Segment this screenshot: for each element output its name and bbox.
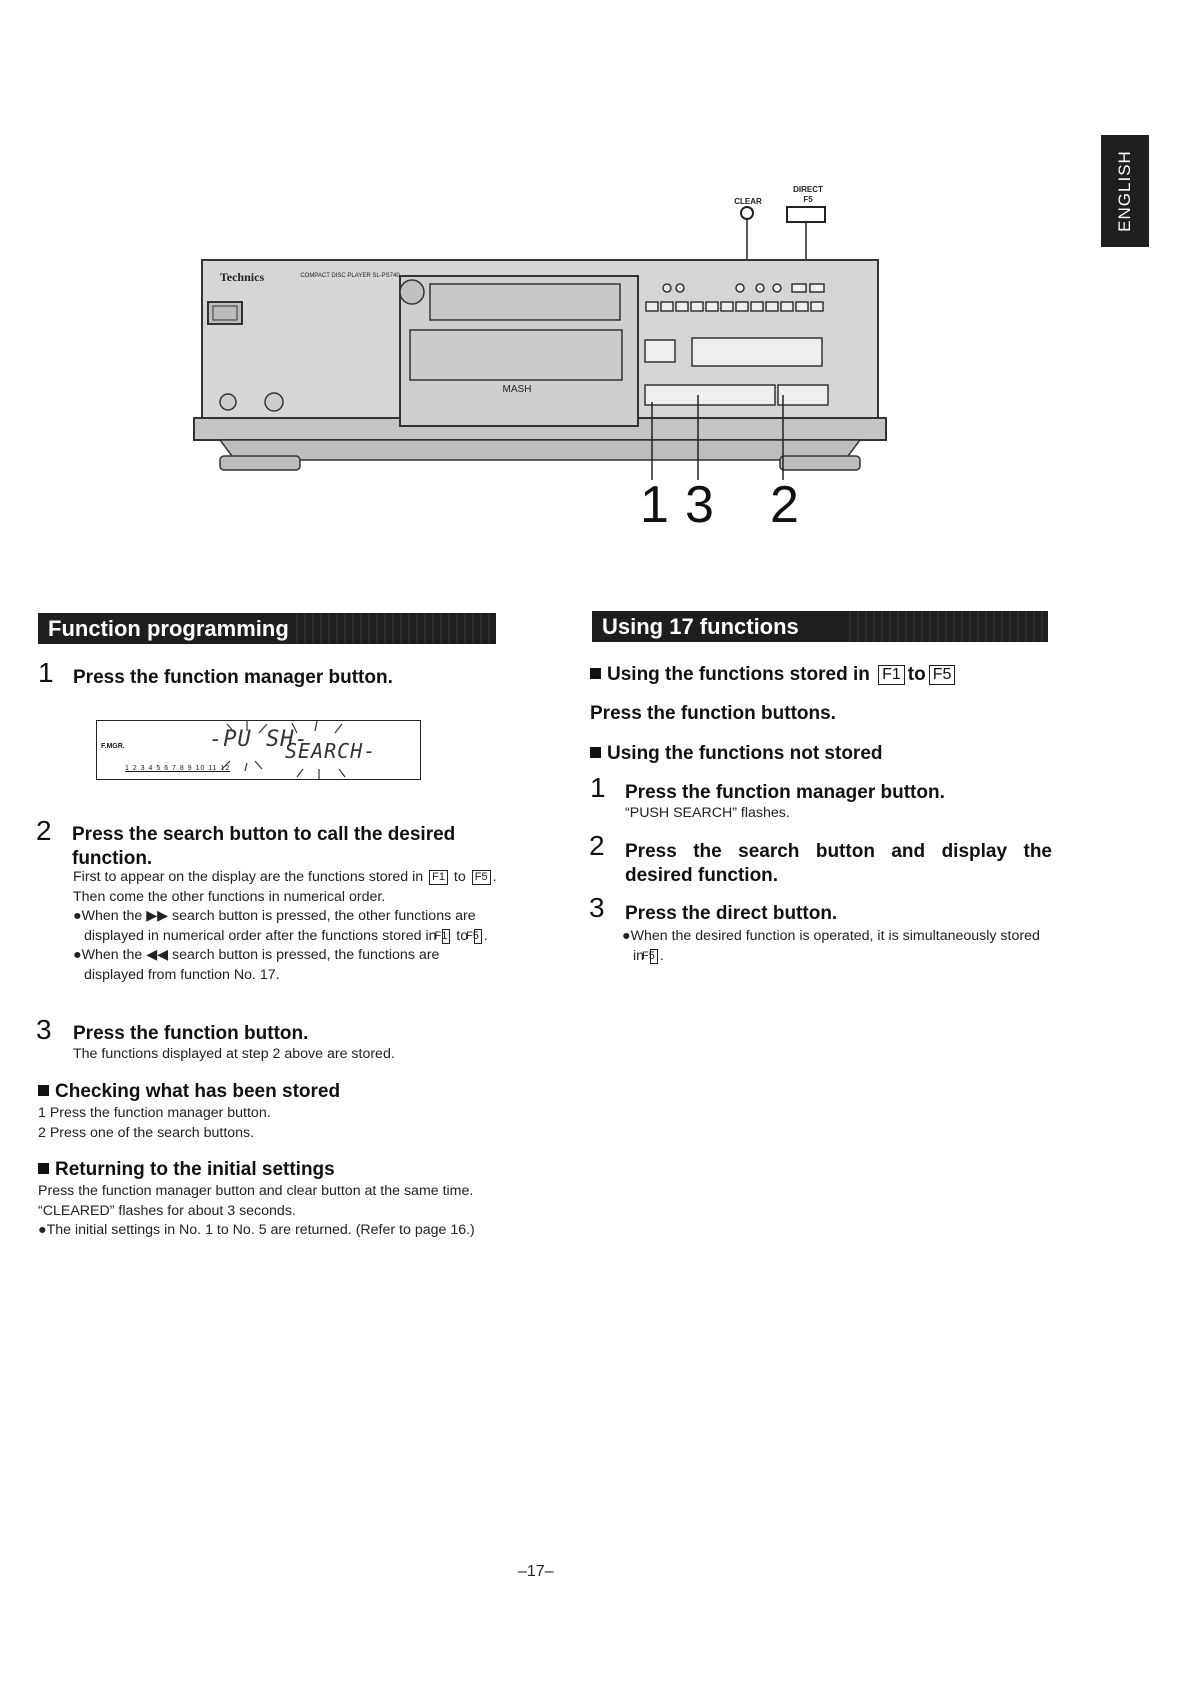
- square-bullet-icon: [38, 1163, 49, 1174]
- lcd-display-illustration: [96, 720, 421, 780]
- model-text: COMPACT DISC PLAYER SL-PS740: [300, 273, 400, 279]
- stored-to: to: [907, 664, 926, 685]
- function-programming-title: Function programming: [48, 616, 289, 641]
- step2-to: to: [456, 927, 469, 944]
- page-number: –17–: [518, 1563, 554, 1580]
- left-step3-title: Press the function button.: [73, 1023, 309, 1044]
- left-step2-title: Press the search button to call the desired function.: [72, 824, 456, 869]
- right-step3-title: Press the direct button.: [625, 903, 838, 924]
- step2-to: to: [453, 869, 466, 885]
- callout-2: 2: [770, 476, 799, 534]
- right-step2-title: Press the search button and display the desired function.: [625, 841, 1052, 886]
- stored-instruction: Press the function buttons.: [590, 703, 836, 724]
- f5-label: F5: [803, 195, 813, 204]
- clear-label: CLEAR: [734, 197, 762, 206]
- not-stored-heading: [590, 742, 1050, 766]
- right-step2-number: 2: [589, 830, 605, 861]
- left-step2-number: 2: [36, 815, 52, 846]
- callout-3: 3: [685, 476, 714, 534]
- stored-title: Using the functions stored in: [607, 664, 870, 685]
- returning-body: [38, 1182, 500, 1241]
- stored-heading: [590, 663, 1050, 687]
- step2-bullet2: ●When the ◀◀ search button is pressed, the functions are displayed from function No. 17.: [73, 947, 440, 983]
- checking-body: [38, 1104, 498, 1143]
- square-bullet-icon: [590, 747, 601, 758]
- key-f5: F5: [929, 665, 956, 685]
- clear-button-callout: [741, 207, 753, 219]
- returning-text: Press the function manager button and clear button at the same time. “CLEARED” flashes for about 3 seconds.: [38, 1183, 474, 1219]
- step2-bullet1: ●When the ▶▶ search button is pressed, the other functions are displayed in numerical order after the functions stored in: [73, 908, 476, 944]
- lcd-push-text: -PU SH-: [209, 727, 309, 752]
- callout-1: 1: [640, 476, 669, 534]
- left-step2-body: First to appear on the display are the functions stored in F1 to F5 . Then come the other functions in numerical order. ●When the ▶▶ search button is pressed, the other functions are displayed in numerical order after the functions stored in F1 to F5 . ●When the ◀◀ search button is pressed, the functions are displayed from function No. 17.: [73, 868, 500, 985]
- right-step1-title: Press the function manager button.: [625, 782, 945, 803]
- key-f1: F1: [442, 929, 450, 944]
- returning-heading: [38, 1158, 498, 1182]
- checking-heading: [38, 1080, 498, 1104]
- key-f1: F1: [429, 870, 448, 885]
- returning-title: Returning to the initial settings: [55, 1159, 335, 1180]
- square-bullet-icon: [590, 668, 601, 679]
- key-f5: F5: [650, 949, 658, 964]
- step2-body-b: . Then come the other functions in numerical order.: [73, 869, 497, 905]
- step3-bullet: ●When the desired function is operated, it is simultaneously stored in: [622, 928, 1040, 964]
- language-tab-label: ENGLISH: [1115, 150, 1134, 232]
- language-tab: [1101, 135, 1149, 247]
- direct-button-callout: [787, 207, 825, 222]
- key-f1: F1: [878, 665, 905, 685]
- left-step3-body: The functions displayed at step 2 above are stored.: [73, 1046, 395, 1062]
- key-f5: F5: [472, 870, 491, 885]
- cd-player-illustration: [180, 180, 900, 550]
- step2-body-a: First to appear on the display are the functions stored in: [73, 869, 424, 885]
- brand-label: Technics: [219, 270, 265, 284]
- right-step3-number: 3: [589, 892, 605, 923]
- left-step3-number: 3: [36, 1014, 52, 1045]
- function-programming-banner: [38, 613, 496, 644]
- returning-bullet: ●The initial settings in No. 1 to No. 5 are returned. (Refer to page 16.): [38, 1222, 475, 1238]
- using-17-functions-title: Using 17 functions: [602, 614, 799, 639]
- square-bullet-icon: [38, 1085, 49, 1096]
- left-step1-title: Press the function manager button.: [73, 667, 393, 688]
- key-f5: F5: [474, 929, 482, 944]
- right-step1-number: 1: [590, 772, 606, 803]
- lcd-track-numbers: 1 2 3 4 5 6 7 8 9 10 11 12: [125, 765, 231, 772]
- using-17-functions-banner: [592, 611, 1048, 642]
- right-step1-body: “PUSH SEARCH” flashes.: [625, 805, 790, 821]
- left-step1-number: 1: [38, 657, 54, 688]
- lcd-label: F.MGR.: [101, 743, 125, 750]
- right-step3-body: ●When the desired function is operated, it is simultaneously stored in F5 .: [622, 928, 1040, 964]
- direct-label: DIRECT: [793, 185, 823, 194]
- checking-line1: 1 Press the function manager button.: [38, 1105, 271, 1121]
- checking-title: Checking what has been stored: [55, 1081, 341, 1102]
- not-stored-title: Using the functions not stored: [607, 743, 883, 764]
- checking-line2: 2 Press one of the search buttons.: [38, 1124, 255, 1141]
- mash-label: MASH: [502, 384, 532, 395]
- lcd-search-text: SEARCH-: [285, 739, 377, 763]
